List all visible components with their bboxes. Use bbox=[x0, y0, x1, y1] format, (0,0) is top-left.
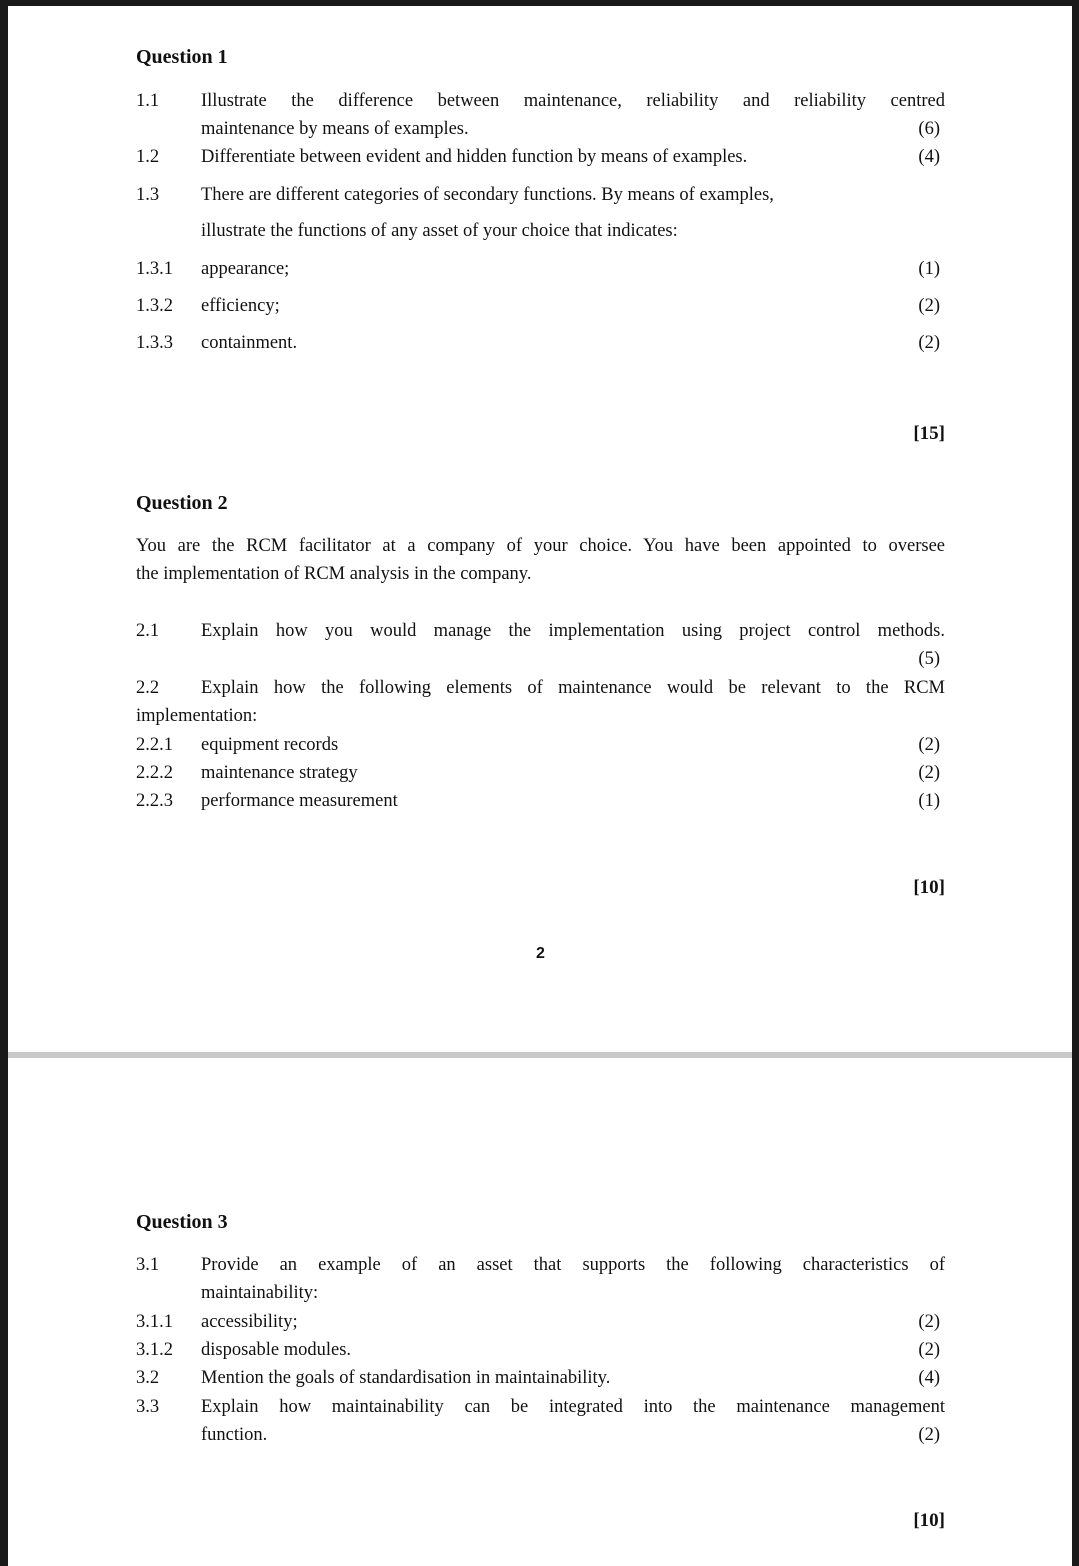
item-text: function. bbox=[201, 1425, 268, 1445]
item-text: performance measurement bbox=[201, 791, 398, 811]
item-number: 3.1 bbox=[136, 1255, 160, 1275]
item-number: 3.1.2 bbox=[136, 1340, 173, 1360]
item-number: 2.2.3 bbox=[136, 791, 173, 811]
item-number: 3.3 bbox=[136, 1397, 160, 1417]
item-text: containment. bbox=[201, 333, 298, 353]
item-text: There are different categories of secondary functions. By means of examples, bbox=[201, 185, 774, 205]
item-text: Illustrate the difference between maintenance, reliability and reliability centred bbox=[201, 91, 945, 111]
question-1-total: [15] bbox=[913, 423, 945, 444]
item-text: maintenance strategy bbox=[201, 763, 358, 783]
item-text: Explain how the following elements of maintenance would be relevant to the RCM bbox=[201, 678, 945, 698]
item-text: efficiency; bbox=[201, 296, 280, 316]
question-1-title: Question 1 bbox=[136, 46, 228, 68]
mark-allocation: (2) bbox=[918, 735, 940, 755]
item-text: Explain how you would manage the implementation using project control methods. bbox=[201, 621, 945, 641]
item-number: 2.2.1 bbox=[136, 735, 173, 755]
item-text: implementation: bbox=[136, 706, 258, 726]
item-text: Explain how maintainability can be integrated into the maintenance management bbox=[201, 1397, 945, 1417]
item-number: 3.1.1 bbox=[136, 1312, 173, 1332]
mark-allocation: (2) bbox=[918, 1340, 940, 1360]
item-number: 1.3.3 bbox=[136, 333, 173, 353]
mark-allocation: (1) bbox=[918, 259, 940, 279]
item-number: 1.3.2 bbox=[136, 296, 173, 316]
item-number: 1.3 bbox=[136, 185, 160, 205]
mark-allocation: (5) bbox=[918, 649, 940, 669]
item-number: 2.2 bbox=[136, 678, 160, 698]
mark-allocation: (2) bbox=[918, 1425, 940, 1445]
item-text: maintenance by means of examples. bbox=[201, 119, 469, 139]
question-3-title: Question 3 bbox=[136, 1211, 228, 1233]
item-text: equipment records bbox=[201, 735, 339, 755]
item-number: 1.3.1 bbox=[136, 259, 173, 279]
mark-allocation: (2) bbox=[918, 333, 940, 353]
question-3-total: [10] bbox=[913, 1510, 945, 1531]
document-page-2 bbox=[8, 1058, 1072, 1566]
item-text: accessibility; bbox=[201, 1312, 298, 1332]
item-text: Mention the goals of standardisation in maintainability. bbox=[201, 1368, 611, 1388]
item-text: Differentiate between evident and hidden function by means of examples. bbox=[201, 147, 748, 167]
item-text: maintainability: bbox=[201, 1283, 319, 1303]
mark-allocation: (2) bbox=[918, 763, 940, 783]
mark-allocation: (6) bbox=[918, 119, 940, 139]
item-number: 2.1 bbox=[136, 621, 160, 641]
page-number: 2 bbox=[536, 945, 545, 962]
item-text: Provide an example of an asset that supports the following characteristics of bbox=[201, 1255, 945, 1275]
item-number: 2.2.2 bbox=[136, 763, 173, 783]
mark-allocation: (4) bbox=[918, 1368, 940, 1388]
item-number: 1.2 bbox=[136, 147, 160, 167]
question-2-total: [10] bbox=[913, 877, 945, 898]
item-number: 3.2 bbox=[136, 1368, 160, 1388]
item-text: appearance; bbox=[201, 259, 290, 279]
question-2-intro: the implementation of RCM analysis in the company. bbox=[136, 564, 532, 584]
mark-allocation: (1) bbox=[918, 791, 940, 811]
mark-allocation: (2) bbox=[918, 296, 940, 316]
item-text: disposable modules. bbox=[201, 1340, 352, 1360]
question-2-title: Question 2 bbox=[136, 492, 228, 514]
mark-allocation: (2) bbox=[918, 1312, 940, 1332]
item-text: illustrate the functions of any asset of your choice that indicates: bbox=[201, 221, 678, 241]
item-number: 1.1 bbox=[136, 91, 160, 111]
question-2-intro: You are the RCM facilitator at a company of your choice. You have been appointed to oversee bbox=[136, 536, 945, 556]
mark-allocation: (4) bbox=[918, 147, 940, 167]
document-page-1 bbox=[8, 6, 1072, 1052]
